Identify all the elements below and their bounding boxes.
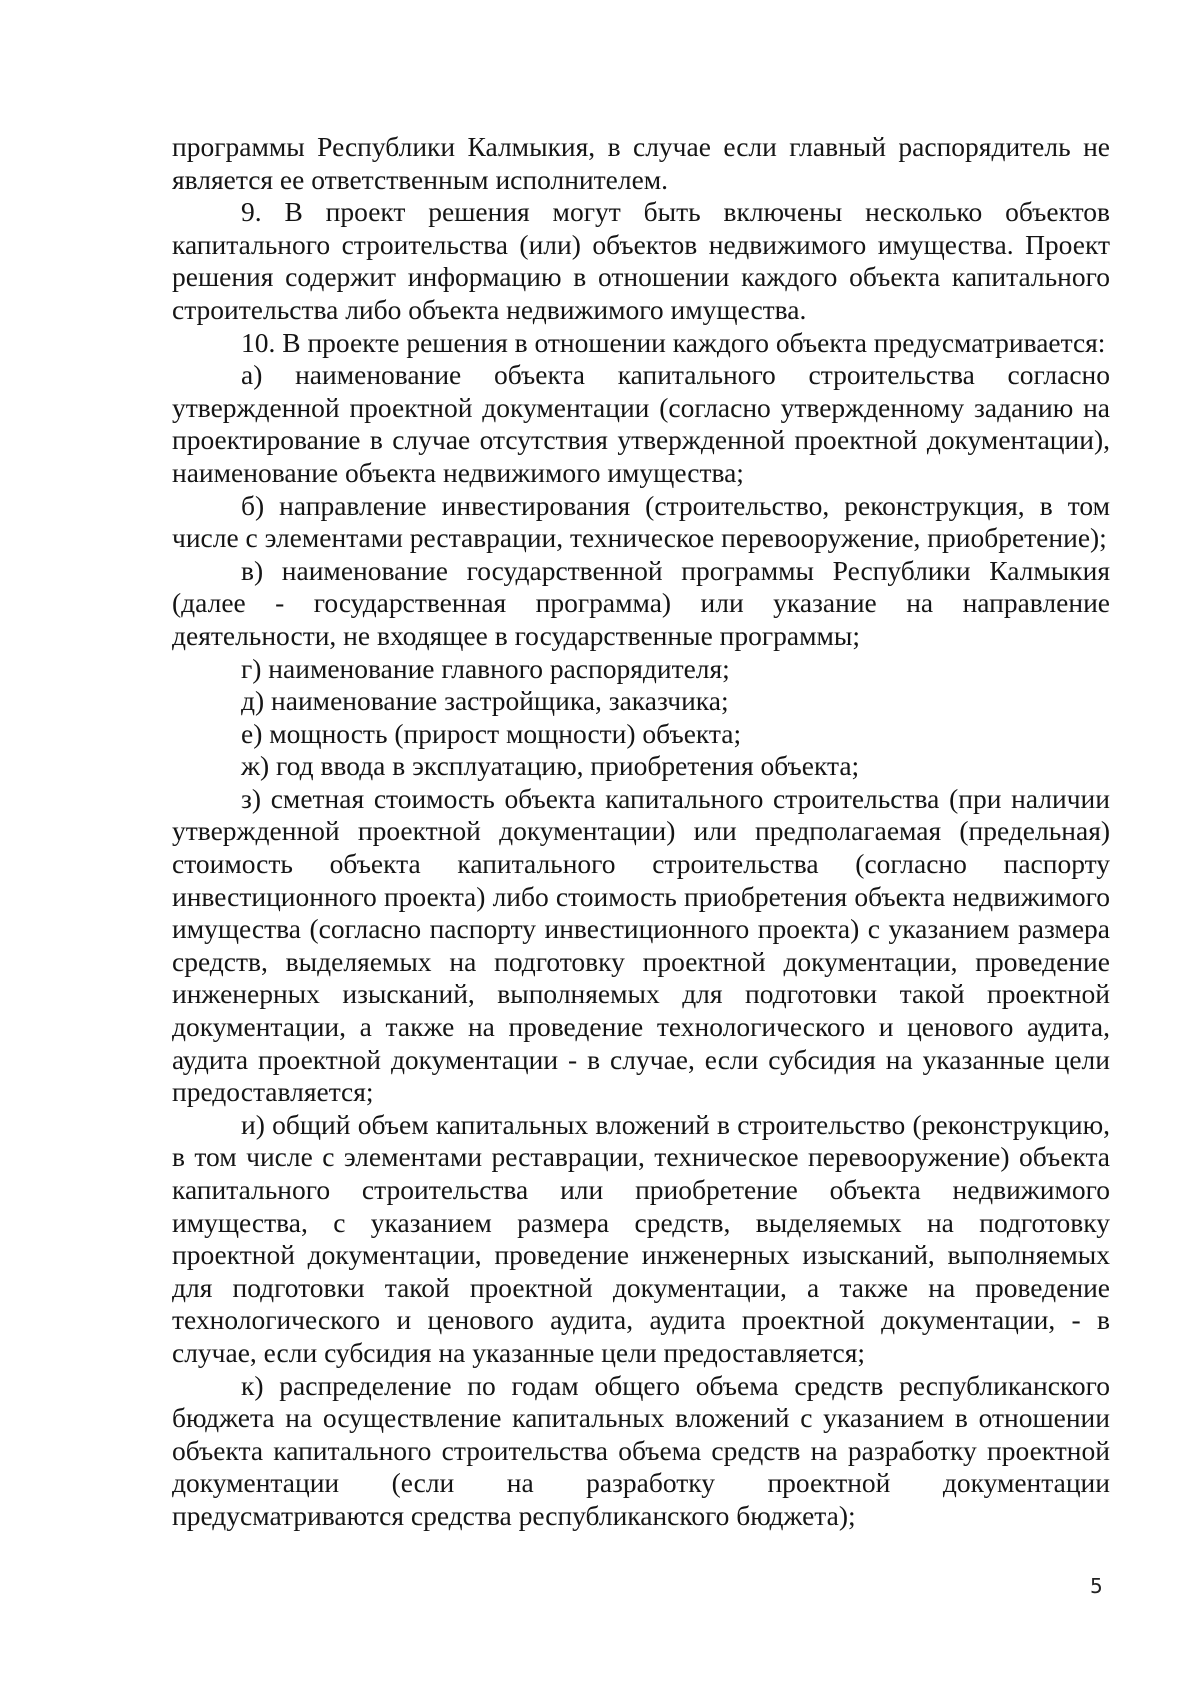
document-body	[172, 131, 1110, 1533]
paragraph-program-continuation: программы Республики Калмыкия, в случае если главный распорядитель не является ее ответственным исполнителем.	[172, 131, 1110, 195]
paragraph-item-9: 9. В проект решения могут быть включены несколько объектов капитального строительства (или) объектов недвижимого имущества. Проект решения содержит информацию в отношении каждого объекта капитального строительства либо объекта недвижимого имущества.	[172, 196, 1110, 325]
subitem-b: б) направление инвестирования (строительство, реконструкция, в том числе с элементами реставрации, техническое перевооружение, приобретение);	[172, 489, 1110, 554]
subitem-z: з) сметная стоимость объекта капитального строительства (при наличии утвержденной проектной документации) или предполагаемая (предельная) стоимость объекта капитального строительства (согласно паспорту инвестиционного проекта) либо стоимость приобретения объекта недвижимого имущества (согласно паспорту инвестиционного проекта) с указанием размера средств, выделяемых на подготовку проектной документации, проведение инженерных изысканий, выполняемых для подготовки такой проектной документации, а также на проведение технологического и ценового аудита, аудита проектной документации - в случае, если субсидия на указанные цели предоставляется;	[172, 782, 1110, 1108]
paragraph-item-10: 10. В проекте решения в отношении каждого объекта предусматривается:	[241, 326, 1106, 358]
subitem-g: г) наименование главного распорядителя;	[241, 652, 730, 684]
subitem-zh: ж) год ввода в эксплуатацию, приобретения объекта;	[241, 750, 860, 782]
subitem-k: к) распределение по годам общего объема средств республиканского бюджета на осуществление капитальных вложений с указанием в отношении объекта капитального строительства объема средств на разработку проектной документации (если на разработку проектной документации предусматриваются средства республиканского бюджета);	[172, 1369, 1110, 1531]
subitem-e: е) мощность (прирост мощности) объекта;	[241, 717, 742, 749]
page-number: 5	[1090, 1574, 1103, 1598]
subitem-d: д) наименование застройщика, заказчика;	[241, 685, 729, 717]
subitem-v: в) наименование государственной программы Республики Калмыкия (далее - государственная программа) или указание на направление деятельности, не входящее в государственные программы;	[172, 554, 1110, 651]
subitem-i: и) общий объем капитальных вложений в строительство (реконструкцию, в том числе с элементами реставрации, техническое перевооружение) объекта капитального строительства или приобретение объекта недвижимого имущества, с указанием размера средств, выделяемых на подготовку проектной документации, проведение инженерных изысканий, выполняемых для подготовки такой проектной документации, а также на проведение технологического и ценового аудита, аудита проектной документации, - в случае, если субсидия на указанные цели предоставляется;	[172, 1108, 1110, 1368]
subitem-a: а) наименование объекта капитального строительства согласно утвержденной проектной документации (согласно утвержденному заданию на проектирование в случае отсутствия утвержденной проектной документации), наименование объекта недвижимого имущества;	[172, 359, 1110, 488]
